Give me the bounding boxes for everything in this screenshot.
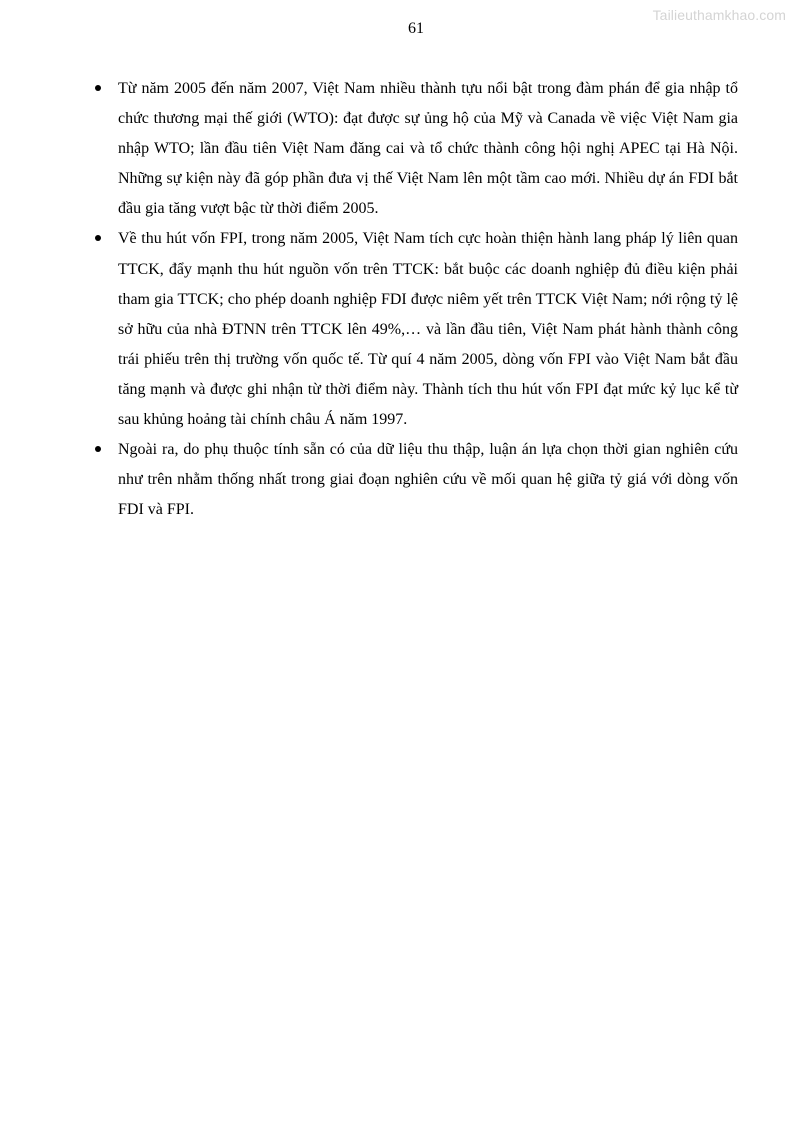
list-item xyxy=(92,435,738,525)
paragraph-text: Từ năm 2005 đến năm 2007, Việt Nam nhiều thành tựu nổi bật trong đàm phán để gia nhập tổ chức thương mại thế giới (WTO): đạt được sự ủng hộ của Mỹ và Canada về việc Việt Nam gia nhập WTO; lần đầu tiên Việt Nam đăng cai và tổ chức thành công hội nghị APEC tại Hà Nội. Những sự kiện này đã góp phần đưa vị thế Việt Nam lên một tầm cao mới. Nhiều dự án FDI bắt đầu gia tăng vượt bậc từ thời điểm 2005. xyxy=(118,80,738,218)
bullet-icon xyxy=(95,85,101,91)
bullet-list xyxy=(92,74,738,525)
watermark: Tailieuthamkhao.com xyxy=(652,7,786,23)
paragraph-text: Ngoài ra, do phụ thuộc tính sẵn có của dữ liệu thu thập, luận án lựa chọn thời gian nghiên cứu như trên nhằm thống nhất trong giai đoạn nghiên cứu về mối quan hệ giữa tỷ giá với dòng vốn FDI và FPI. xyxy=(118,441,738,519)
paragraph-text: Về thu hút vốn FPI, trong năm 2005, Việt Nam tích cực hoàn thiện hành lang pháp lý liên quan TTCK, đẩy mạnh thu hút nguồn vốn trên TTCK: bắt buộc các doanh nghiệp đủ điều kiện phải tham gia TTCK; cho phép doanh nghiệp FDI được niêm yết trên TTCK Việt Nam; nới rộng tỷ lệ sở hữu của nhà ĐTNN trên TTCK lên 49%,… và lần đầu tiên, Việt Nam phát hành thành công trái phiếu trên thị trường vốn quốc tế. Từ quí 4 năm 2005, dòng vốn FPI vào Việt Nam bắt đầu tăng mạnh và được ghi nhận từ thời điểm này. Thành tích thu hút vốn FPI đạt mức kỷ lục kể từ sau khủng hoảng tài chính châu Á năm 1997. xyxy=(118,230,738,429)
list-item xyxy=(92,224,738,435)
list-item xyxy=(92,74,738,224)
bullet-icon xyxy=(95,446,101,452)
bullet-icon xyxy=(95,235,101,241)
page-number: 61 xyxy=(408,20,424,37)
